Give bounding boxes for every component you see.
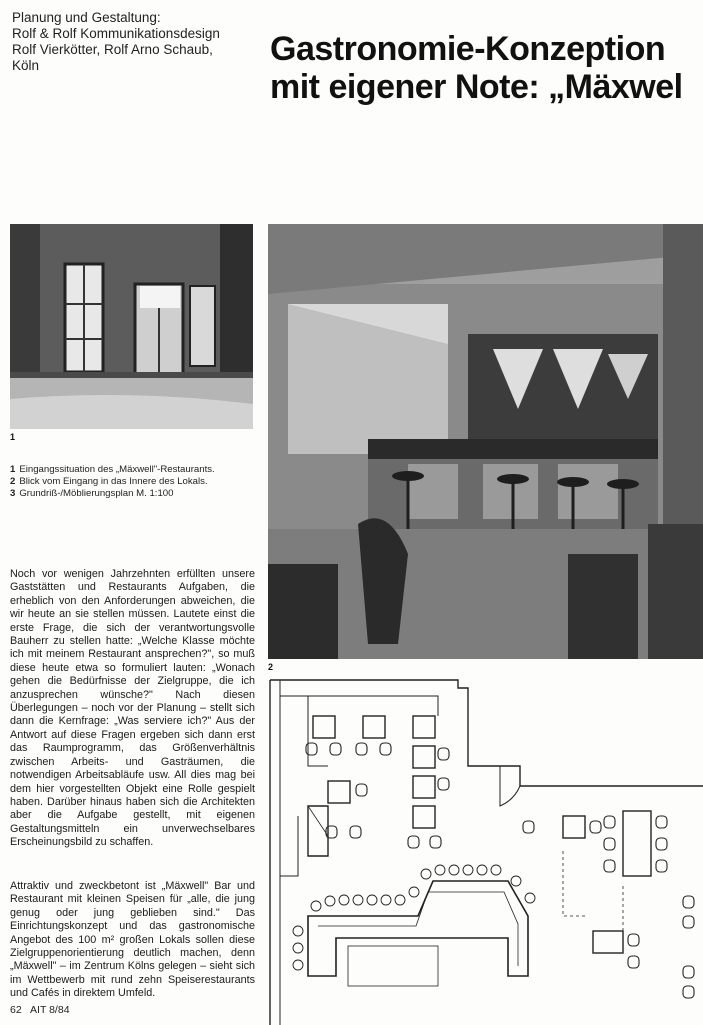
credits-line: Rolf Vierkötter, Rolf Arno Schaub,	[12, 42, 213, 57]
body-paragraph: Attraktiv und zweckbetont ist „Mäxwell" Bar und Restaurant mit kleinen Speisen für „alle, die jung genug oder jung geblieben sind." Das Einrichtungskonzept und das gastronomische Angebot des 100 m² großen Lokals sollen diese Zielgruppenorientierung deutlich machen, denn „Mäxwell" – im Zentrum Kölns gelegen – sieht sich im Wettbewerb mit rund zehn Speiserestaurants und Cafés in direktem Umfeld.	[10, 880, 255, 1000]
caption-number: 1	[10, 464, 16, 475]
figure-captions	[10, 464, 255, 500]
caption-item	[10, 476, 255, 488]
interior-photo	[268, 224, 703, 659]
entrance-photo	[10, 224, 253, 429]
caption-number: 2	[10, 476, 16, 487]
journal-issue: AIT 8/84	[30, 1004, 70, 1016]
page-footer	[10, 1004, 76, 1016]
body-paragraph: Noch vor wenigen Jahrzehnten erfüllten unsere Gaststätten und Restaurants Aufgaben, die erheblich von den Anforderungen abweichen, die wir heute an sie stellen müssen. Lautete einst die erste Frage, die sich der verantwortungsvolle Bauherr zu stellen hatte: „Welche Klasse möchte ich mit meinem Restaurant ansprechen?", so muß diese heute etwa so formuliert lauten: „Wonach gehen die Bedürfnisse der Zielgruppe, die ich anzusprechen wünsche?" Nach diesen Überlegungen – noch vor der Planung – stellt sich dann die Kernfrage: „Was serviere ich?" Aus der Antwort auf diese Fragen ergeben sich dann erst das Raumprogramm, das Größenverhältnis zwischen Arbeits- und Gasträumen, die notwendigen Arbeitsabläufe usw. All dies mag bei dem hier vorgestellten Objekt eine Rolle gespielt haben. Darüber hinaus haben sich die Architekten aber die Aufgabe gestellt, mit eigenen Gestaltungsmitteln ein unverwechselbares Erscheinungsbild zu schaffen.	[10, 568, 255, 849]
caption-item	[10, 464, 255, 476]
article-title	[270, 30, 703, 106]
figure-number: 1	[10, 432, 16, 442]
credits-line: Rolf & Rolf Kommunikationsdesign	[12, 26, 220, 41]
caption-number: 3	[10, 488, 16, 499]
title-line: mit eigener Note: „Mäxwel	[270, 68, 683, 106]
page-number: 62	[10, 1004, 22, 1016]
credits-line: Planung und Gestaltung:	[12, 10, 161, 25]
caption-text: Grundriß-/Möblierungsplan M. 1:100	[19, 488, 174, 499]
caption-text: Eingangssituation des „Mäxwell"-Restaurants.	[19, 464, 215, 475]
figure-number: 2	[268, 662, 274, 672]
credits-block	[12, 10, 257, 74]
caption-text: Blick vom Eingang in das Innere des Lokals.	[19, 476, 208, 487]
caption-item	[10, 488, 255, 500]
floor-plan	[268, 676, 703, 1025]
credits-line: Köln	[12, 58, 40, 73]
title-line: Gastronomie-Konzeption	[270, 30, 666, 68]
